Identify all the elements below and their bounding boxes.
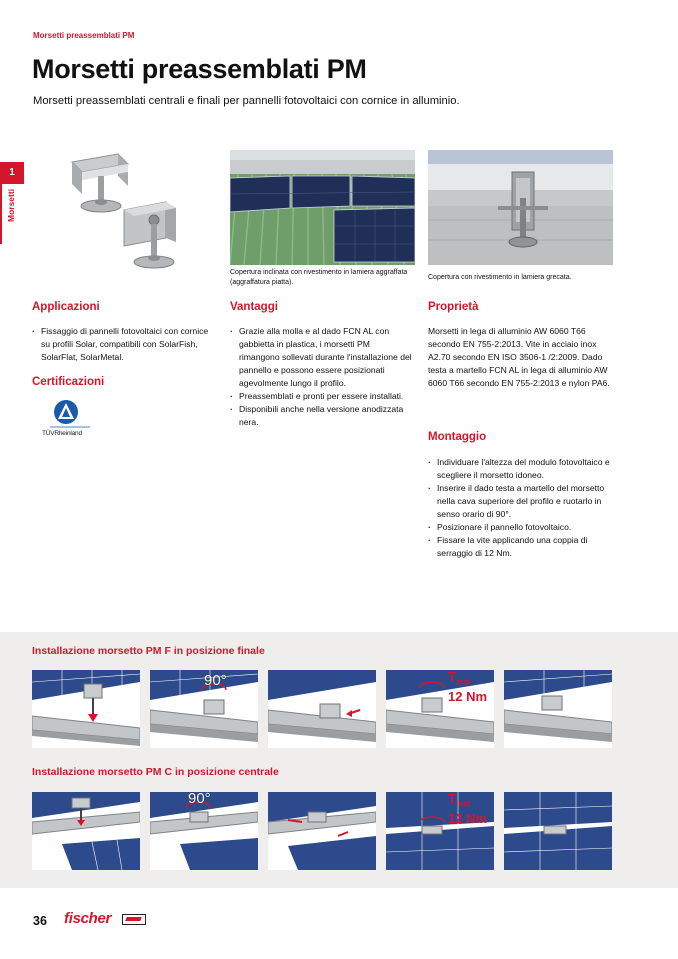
page-title: Morsetti preassemblati PM: [32, 54, 367, 84]
list-item: · Posizionare il pannello fotovoltaico.: [428, 521, 614, 534]
roof-image-standing-seam: [230, 150, 415, 265]
step-central-2: [150, 792, 258, 870]
torque-symbol: T: [448, 792, 456, 806]
torque-label: [448, 792, 487, 826]
angle-label: 90°: [204, 672, 227, 689]
list-item: · Fissare la vite applicando una coppia di serraggio di 12 Nm.: [428, 534, 614, 560]
step-central-3: [268, 792, 376, 870]
step-final-2: [150, 670, 258, 748]
torque-subscript: inst: [455, 799, 471, 809]
torque-value: 12 Nm: [448, 810, 488, 826]
step-final-1: [32, 670, 140, 748]
fischer-logo: fischer: [64, 910, 112, 927]
torque-value: 12 Nm: [448, 688, 488, 704]
angle-label: 90°: [188, 792, 211, 807]
list-item: · Disponibili anche nella versione anodizzata nera.: [230, 403, 412, 429]
list-applicazioni: [32, 325, 210, 364]
step-central-1: [32, 792, 140, 870]
fischer-logo-mark: [122, 914, 146, 925]
breadcrumb: Morsetti preassemblati PM: [33, 31, 135, 40]
chapter-divider: [0, 184, 2, 244]
heading-vantaggi: Vantaggi: [230, 301, 278, 313]
tuv-logo-text: TÜVRheinland: [42, 430, 82, 437]
step-central-4: [386, 792, 494, 870]
list-item: · Inserire il dado testa a martello del morsetto nella cava superiore del profilo e ruotarlo in senso orario di 90°.: [428, 482, 614, 521]
list-item: · Individuare l'altezza del modulo fotovoltaico e scegliere il morsetto idoneo.: [428, 456, 614, 482]
heading-montaggio: Montaggio: [428, 431, 487, 443]
chapter-label: Morsetti: [6, 188, 16, 222]
list-item: · Grazie alla molla e al dado FCN AL con gabbietta in plastica, i morsetti PM rimangono sollevati durante l'installazione del pannello e possono essere posizionati agevolmente lungo il profilo.: [230, 325, 412, 390]
step-central-5: [504, 792, 612, 870]
page-subtitle: Morsetti preassemblati centrali e finali per pannelli fotovoltaici con cornice in alluminio.: [33, 95, 460, 107]
torque-label: [448, 670, 487, 704]
roof-image-trapezoidal: [428, 150, 613, 265]
step-final-4: [386, 670, 494, 748]
list-item: · Fissaggio di pannelli fotovoltaici con cornice su profili Solar, compatibili con SolarFish, SolarFlat, SolarMetal.: [32, 325, 210, 364]
heading-proprieta: Proprietà: [428, 301, 479, 313]
page-number: 36: [33, 914, 47, 928]
chapter-tab: 1: [0, 162, 24, 184]
step-final-5: [504, 670, 612, 748]
heading-install-central: Installazione morsetto PM C in posizione centrale: [32, 766, 279, 778]
step-final-3: [268, 670, 376, 748]
list-item: · Preassemblati e pronti per essere installati.: [230, 390, 412, 403]
caption-roof-trapezoidal: Copertura con rivestimento in lamiera grecata.: [428, 274, 572, 281]
list-montaggio: [428, 456, 614, 560]
heading-applicazioni: Applicazioni: [32, 301, 100, 313]
text-proprieta: Morsetti in lega di alluminio AW 6060 T66 secondo EN 755-2:2013. Vite in acciaio inox A2.70 secondo EN ISO 3506-1 /2:2009. Dado testa a martello FCN AL in lega di alluminio AW 6060 T66 secondo EN 755-2:2013 e nylon PA6.: [428, 326, 610, 388]
heading-certificazioni: Certificazioni: [32, 376, 105, 388]
tuv-rheinland-logo: [40, 398, 100, 442]
product-image-clamps: [58, 150, 198, 285]
list-vantaggi: [230, 325, 412, 429]
caption-roof-standing-seam: Copertura inclinata con rivestimento in lamiera aggraffata (aggraffatura piatta).: [230, 269, 408, 286]
torque-symbol: T: [448, 670, 456, 684]
torque-subscript: inst: [455, 677, 471, 687]
heading-install-final: Installazione morsetto PM F in posizione finale: [32, 645, 265, 657]
